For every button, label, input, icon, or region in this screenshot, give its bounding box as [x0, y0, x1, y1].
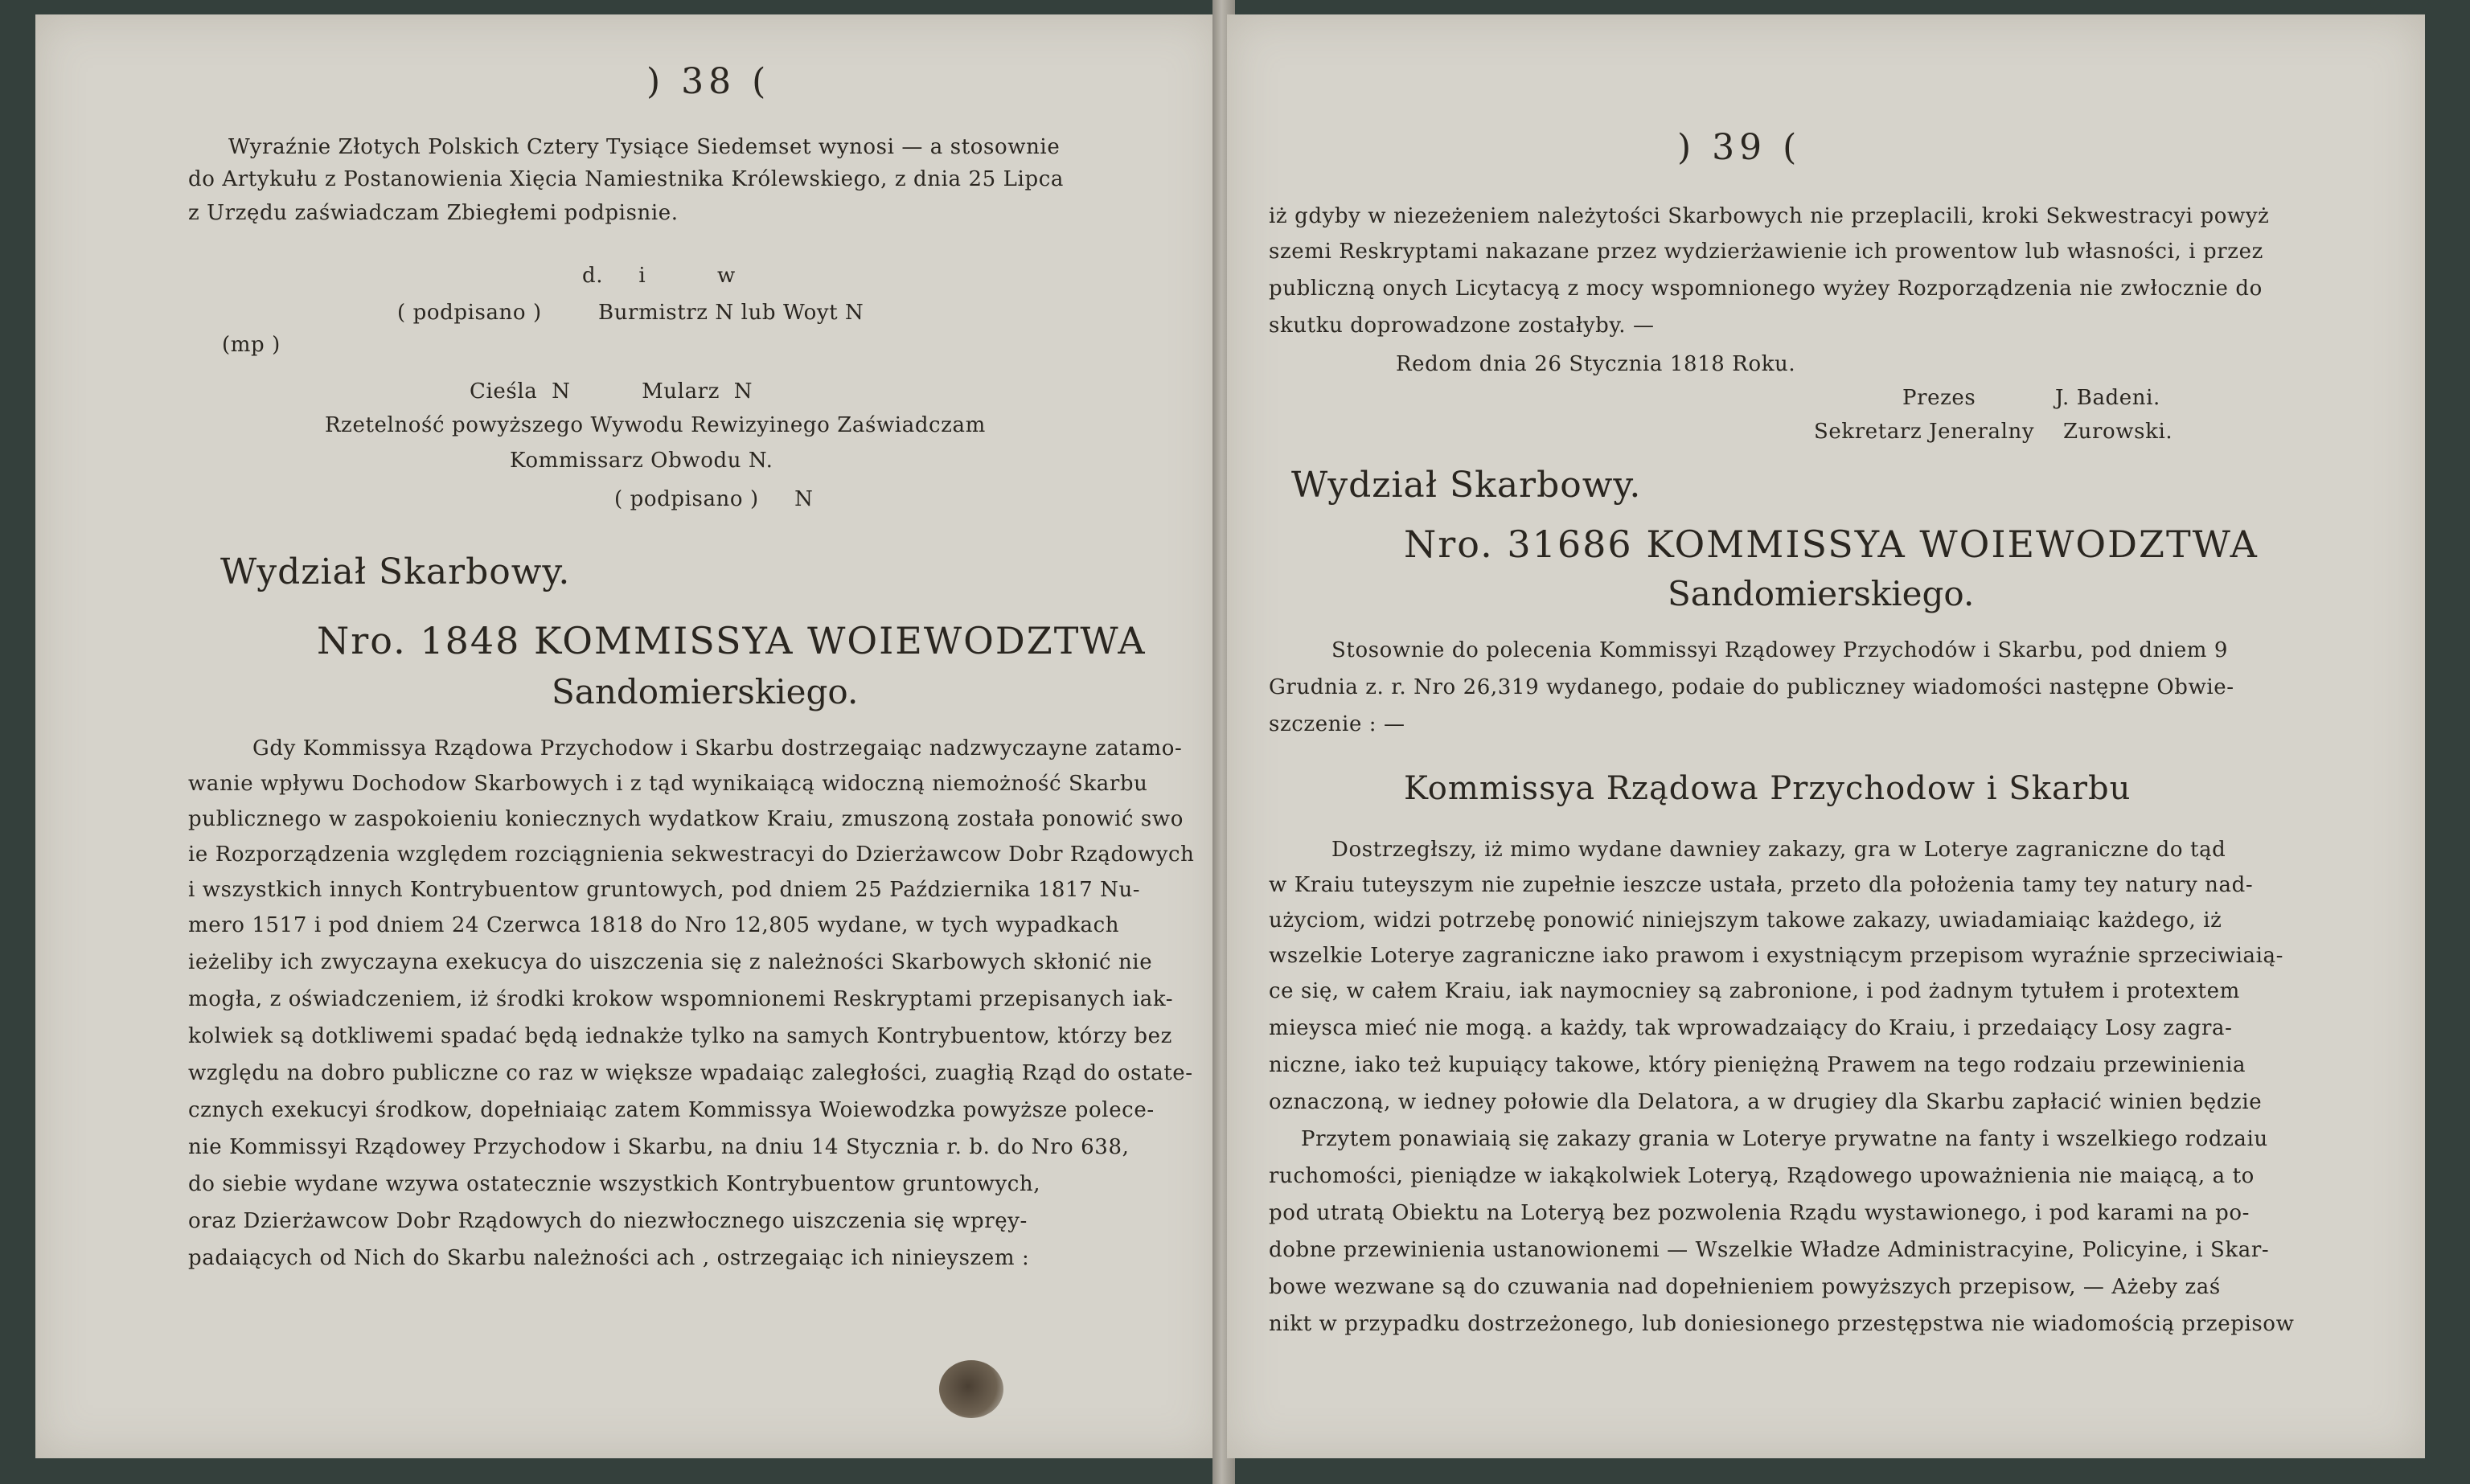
text-line: nikt w przypadku dostrzeżonego, lub doniesionego przestępstwa nie wiadomością przepisow: [1269, 1312, 2295, 1336]
text-line: oraz Dzierżawcow Dobr Rządowych do niezwłocznego uiszczenia się wpręy-: [188, 1209, 1028, 1233]
text-line: wszelkie Loterye zagraniczne iako prawom i exystniącym przepisom wyraźnie sprzeciwiaią-: [1269, 944, 2284, 968]
dated-line: Redom dnia 26 Stycznia 1818 Roku.: [1396, 352, 1796, 376]
text-line: ie Rozporządzenia względem rozciągnienia sekwestracyi do Dzierżawcow Dobr Rządowych: [188, 842, 1195, 867]
text-line: niczne, iako też kupuiący takowe, który pieniężną Prawem na tego rodzaiu przewinienia: [1269, 1053, 2246, 1077]
text-line: z Urzędu zaświadczam Zbiegłemi podpisnie.: [188, 201, 679, 225]
decree-number-heading: Nro. 31686 KOMMISSYA WOIEWODZTWA: [1404, 523, 2259, 566]
text-line: bowe wezwane są do czuwania nad dopełnieniem powyższych przepisow, — Ażeby zaś: [1269, 1275, 2221, 1299]
ink-stain: [939, 1360, 1003, 1418]
text-line: Wyraźnie Złotych Polskich Cztery Tysiące Siedemset wynosi — a stosownie: [228, 135, 1061, 159]
text-line: mieysca mieć nie mogą. a każdy, tak wprowadzaiący do Kraiu, i przedaiący Losy zagra-: [1269, 1016, 2233, 1040]
text-line: publiczną onych Licytacyą z mocy wspomnionego wyżey Rozporządzenia nie zwłocznie do: [1269, 277, 2263, 301]
prezes-name: J. Badeni.: [2055, 386, 2160, 410]
signature-letters: d. i w: [582, 264, 736, 288]
left-page: [35, 14, 1219, 1458]
region-heading: Sandomierskiego.: [1668, 574, 1975, 613]
department-heading: Wydział Skarbowy.: [220, 551, 571, 592]
text-line: w Kraiu tuteyszym nie zupełnie ieszcze ustała, przeto dla położenia tamy tey natury nad-: [1269, 873, 2254, 897]
text-line: szemi Reskryptami nakazane przez wydzierżawienie ich prowentow lub własności, i przez: [1269, 240, 2263, 264]
text-line: Gdy Kommissya Rządowa Przychodow i Skarbu dostrzegaiąc nadzwyczayne zatamo-: [252, 736, 1183, 760]
text-line: iż gdyby w niezeżeniem należytości Skarbowych nie przeplacili, kroki Sekwestracyi powyż: [1269, 204, 2270, 228]
text-line: Stosownie do polecenia Kommissyi Rządowey Przychodów i Skarbu, pod dniem 9: [1331, 638, 2229, 662]
certification-line: Rzetelność powyższego Wywodu Rewizyinego Zaświadczam: [325, 413, 986, 437]
text-line: ieżeliby ich zwyczayna exekucya do uiszczenia się z należności Skarbowych skłonić nie: [188, 950, 1153, 974]
text-line: do siebie wydane wzywa ostatecznie wszystkich Kontrybuentow gruntowych,: [188, 1172, 1041, 1196]
text-line: mero 1517 i pod dniem 24 Czerwca 1818 do Nro 12,805 wydane, w tych wypadkach: [188, 913, 1120, 937]
text-line: mogła, z oświadczeniem, iż środki krokow wspomnionemi Reskryptami przepisanych iak-: [188, 987, 1174, 1011]
mp-stamp-label: (mp ): [222, 333, 281, 357]
text-line: użyciom, widzi potrzebę ponowić niniejszym takowe zakazy, uwiadamiaiąc każdego, iż: [1269, 908, 2222, 933]
text-line: oznaczoną, w iedney połowie dla Delatora, a w drugiey dla Skarbu zapłacić winien będzie: [1269, 1090, 2263, 1114]
page-number: ) 38 (: [646, 61, 771, 102]
komisarz-line: Kommissarz Obwodu N.: [510, 449, 773, 473]
text-line: kolwiek są dotkliwemi spadać będą iednakże tylko na samych Kontrybuentow, którzy bez: [188, 1024, 1172, 1048]
text-line: do Artykułu z Postanowienia Xięcia Namiestnika Królewskiego, z dnia 25 Lipca: [188, 167, 1064, 191]
prezes-title: Prezes: [1902, 386, 1976, 410]
text-line: wanie wpływu Dochodow Skarbowych i z tąd wynikaiącą widoczną niemożność Skarbu: [188, 772, 1148, 796]
text-line: ruchomości, pieniądze w iakąkolwiek Loteryą, Rządowego upoważnienia nie maiącą, a to: [1269, 1164, 2255, 1188]
text-line: Grudnia z. r. Nro 26,319 wydanego, podaie do publiczney wiadomości następne Obwie-: [1269, 675, 2234, 699]
text-line: szczenie : —: [1269, 712, 1405, 736]
section-heading: Kommissya Rządowa Przychodow i Skarbu: [1404, 770, 2132, 807]
text-line: publicznego w zaspokoieniu koniecznych wydatkow Kraiu, zmuszoną została ponowić swo: [188, 807, 1184, 831]
podpisano-label: ( podpisano ) N: [614, 487, 814, 511]
text-line: Przytem ponawiaią się zakazy grania w Loterye prywatne na fanty i wszelkiego rodzaiu: [1301, 1127, 2268, 1151]
page-number: ) 39 (: [1677, 127, 1802, 168]
text-line: nie Kommissyi Rządowey Przychodow i Skarbu, na dniu 14 Stycznia r. b. do Nro 638,: [188, 1135, 1130, 1159]
department-heading: Wydział Skarbowy.: [1291, 465, 1642, 506]
text-line: względu na dobro publiczne co raz w większe wpadaiąc zaległości, zuagłią Rząd do ostate-: [188, 1061, 1193, 1085]
right-page: [1227, 14, 2425, 1458]
text-line: pod utratą Obiektu na Loteryą bez pozwolenia Rządu wystawionego, i pod karami na po-: [1269, 1201, 2250, 1225]
decree-number-heading: Nro. 1848 KOMMISSYA WOIEWODZTWA: [317, 619, 1147, 662]
signature-officials: Burmistrz N lub Woyt N: [598, 301, 864, 325]
text-line: padaiących od Nich do Skarbu należności ach , ostrzegaiąc ich ninieyszem :: [188, 1246, 1030, 1270]
podpisano-label: ( podpisano ): [397, 301, 542, 325]
sekretarz-title: Sekretarz Jeneralny: [1814, 420, 2035, 444]
text-line: skutku doprowadzone zostałyby. —: [1269, 314, 1655, 338]
text-line: i wszystkich innych Kontrybuentow gruntowych, pod dniem 25 Października 1817 Nu-: [188, 878, 1141, 902]
text-line: cznych exekucyi środkow, dopełniaiąc zatem Kommissya Woiewodzka powyższe polece-: [188, 1098, 1155, 1122]
text-line: Dostrzegłszy, iż mimo wydane dawniey zakazy, gra w Loterye zagraniczne do tąd: [1331, 838, 2226, 862]
text-line: dobne przewinienia ustanowionemi — Wszelkie Władze Administracyine, Policyine, i Skar-: [1269, 1238, 2270, 1262]
text-line: ce się, w całem Kraiu, iak naymocniey są zabronione, i pod żadnym tytułem i protextem: [1269, 979, 2240, 1003]
region-heading: Sandomierskiego.: [552, 672, 859, 711]
sekretarz-name: Zurowski.: [2063, 420, 2173, 444]
signature-trades: Cieśla N Mularz N: [470, 379, 753, 404]
